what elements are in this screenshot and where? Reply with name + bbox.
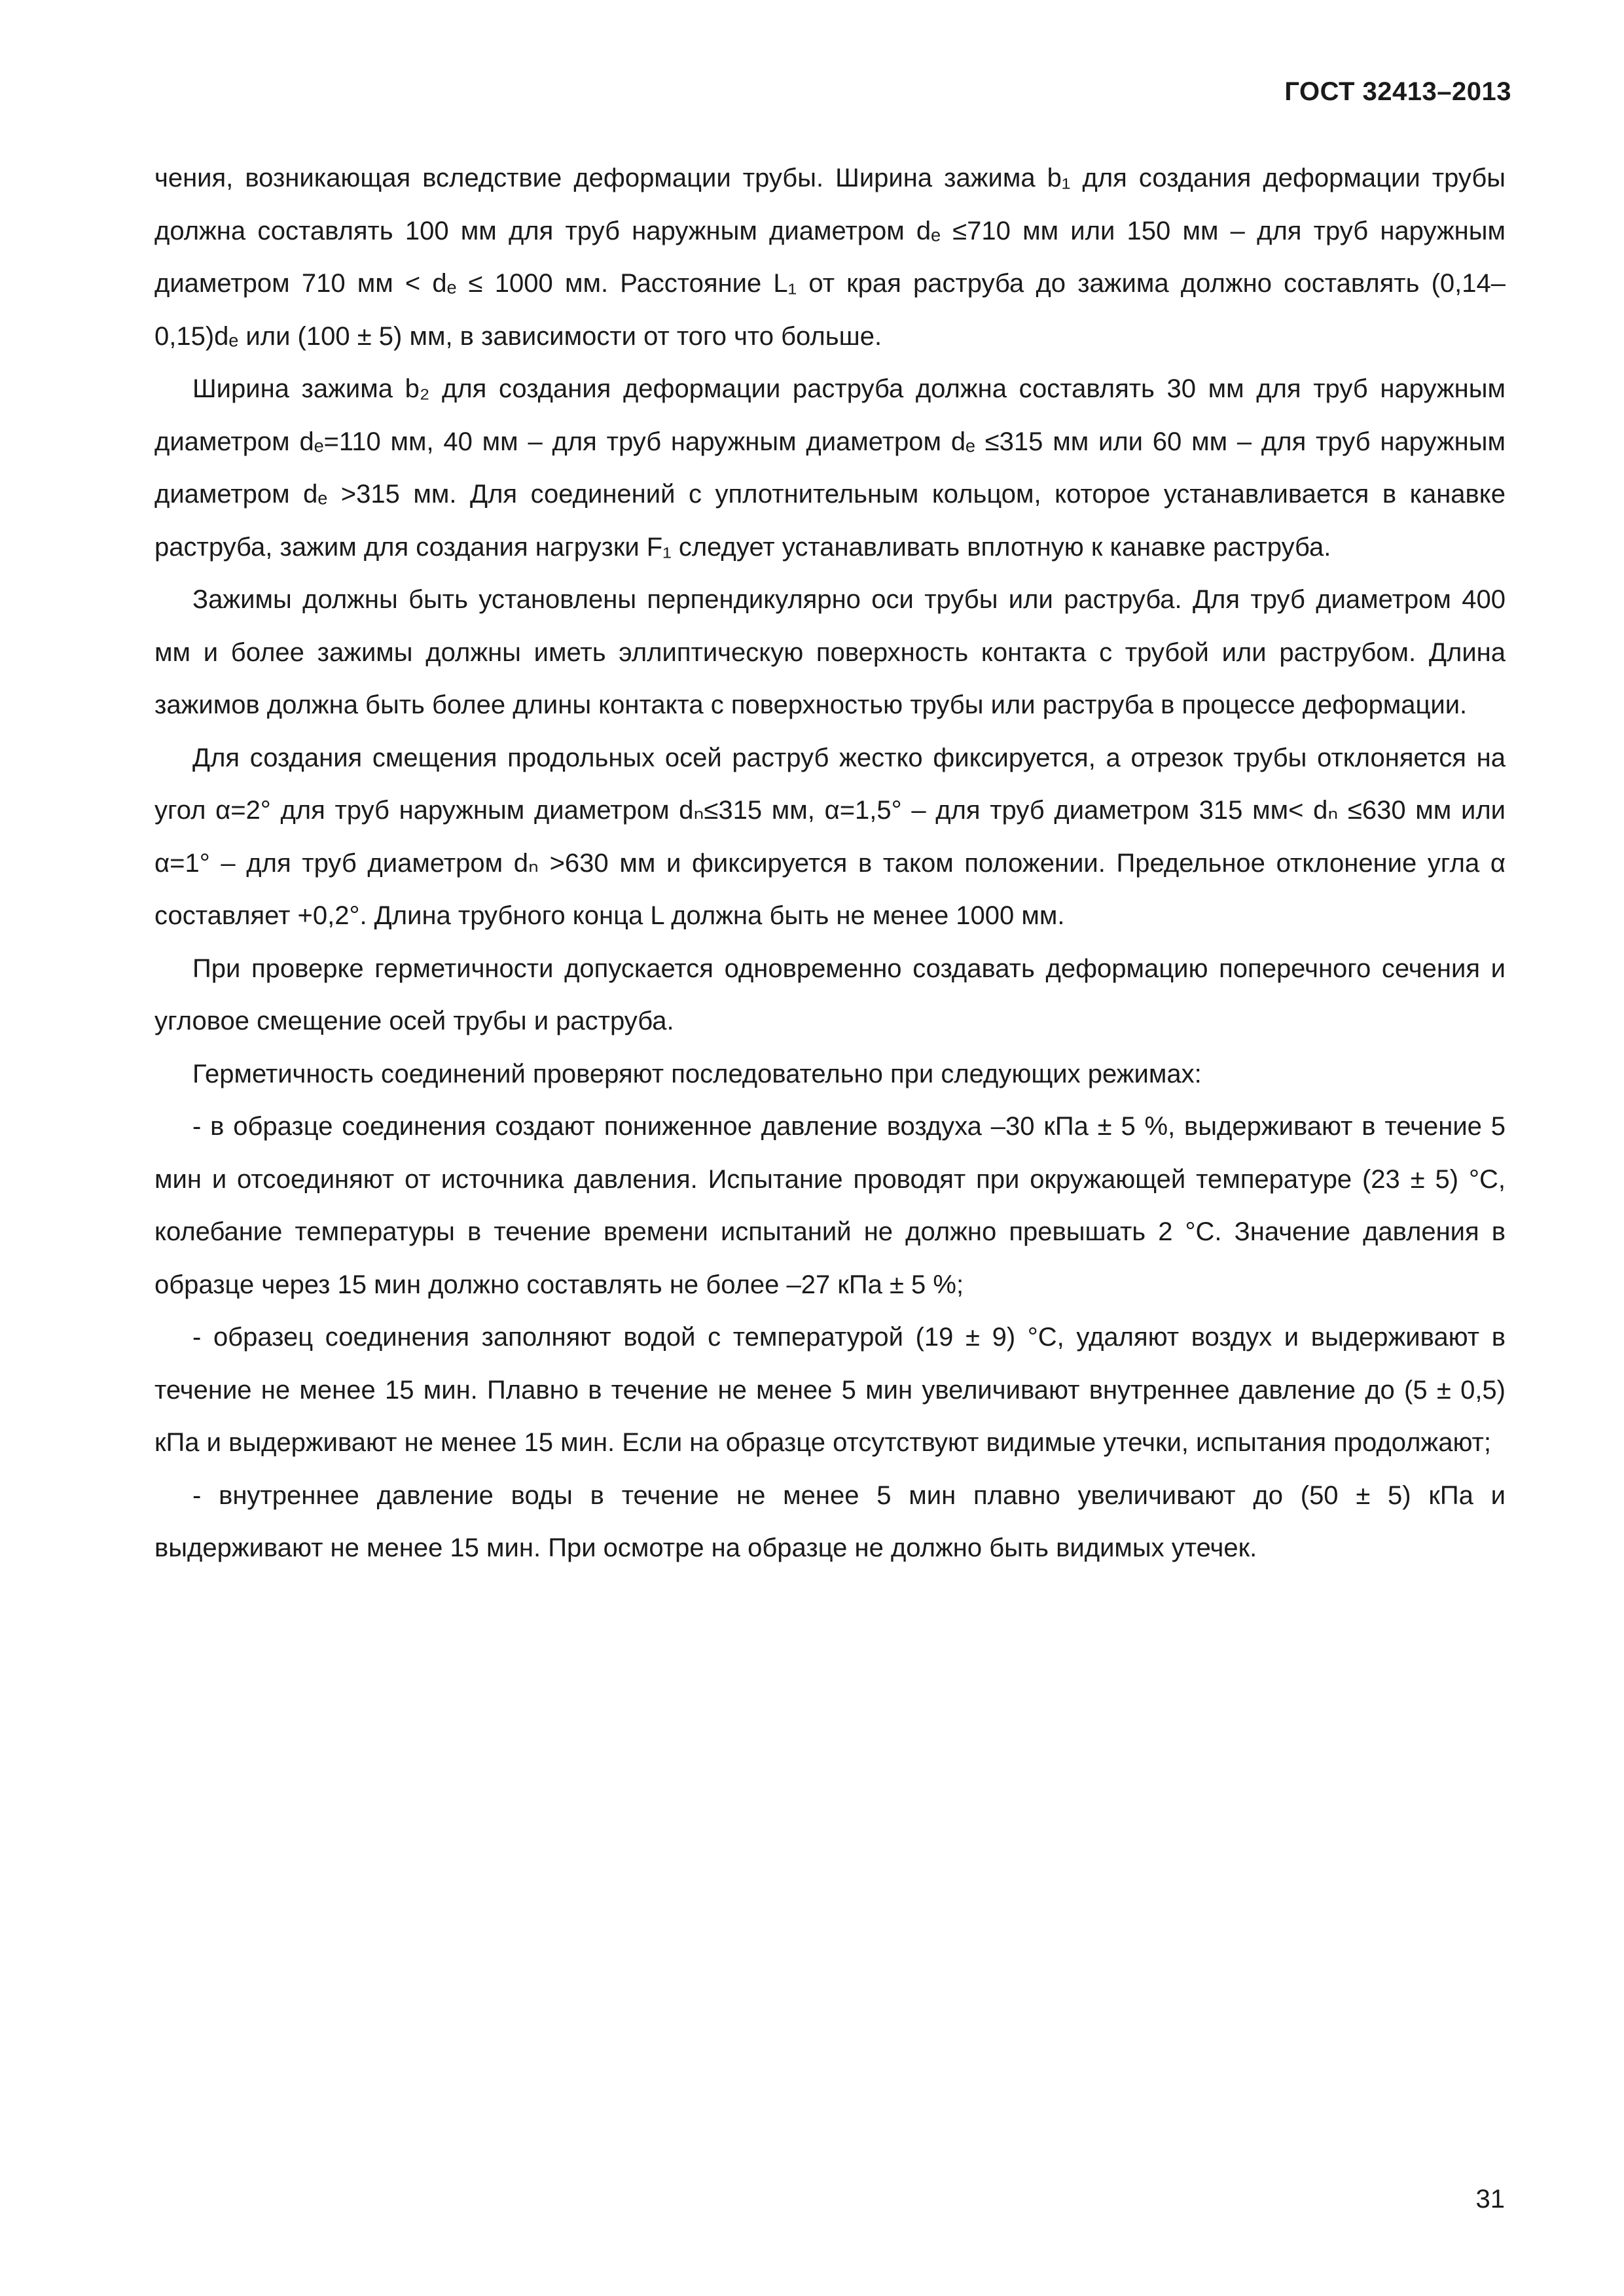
list-item-pressure-test: - внутреннее давление воды в течение не менее 5 мин плавно увеличивают до (50 ± 5) кПа и выдерживают не менее 15 мин. При осмотре на образце не должно быть видимых утечек.	[154, 1480, 1506, 1562]
standard-header: ГОСТ 32413–2013	[1284, 77, 1511, 106]
paragraph-tightness-check: При проверке герметичности допускается одновременно создавать деформацию поперечного сечения и угловое смещение осей трубы и раструба.	[154, 954, 1506, 1035]
body-text	[154, 152, 1506, 1575]
paragraph-continuation: чения, возникающая вследствие деформации трубы. Ширина зажима b₁ для создания деформации трубы должна составлять 100 мм для труб наружным диаметром dₑ ≤710 мм или 150 мм – для труб наружным диаметром 710 мм < dₑ ≤ 1000 мм. Расстояние L₁ от края раструба до зажима должно составлять (0,14–0,15)dₑ или (100 ± 5) мм, в зависимости от того что больше.	[154, 164, 1506, 351]
paragraph-test-modes-intro: Герметичность соединений проверяют последовательно при следующих режимах:	[192, 1059, 1202, 1088]
paragraph-axis-displacement: Для создания смещения продольных осей раструб жестко фиксируется, а отрезок трубы отклоняется на угол α=2° для труб наружным диаметром dₙ≤315 мм, α=1,5° – для труб диаметром 315 мм< dₙ ≤630 мм или α=1° – для труб диаметром dₙ >630 мм и фиксируется в таком положении. Предельное отклонение угла α составляет +0,2°. Длина трубного конца L должна быть не менее 1000 мм.	[154, 743, 1506, 930]
paragraph-clamp-mounting: Зажимы должны быть установлены перпендикулярно оси трубы или раструба. Для труб диаметром 400 мм и более зажимы должны иметь эллиптическую поверхность контакта с трубой или раструбом. Длина зажимов должна быть более длины контакта с поверхностью трубы или раструба в процессе деформации.	[154, 585, 1506, 719]
list-item-water-fill-test: - образец соединения заполняют водой с температурой (19 ± 9) °С, удаляют воздух и выдерживают в течение не менее 15 мин. Плавно в течение не менее 5 мин увеличивают внутреннее давление до (5 ± 0,5) кПа и выдерживают не менее 15 мин. Если на образце отсутствуют видимые утечки, испытания продолжают;	[154, 1323, 1506, 1457]
list-item-vacuum-test: - в образце соединения создают пониженное давление воздуха –30 кПа ± 5 %, выдерживают в течение 5 мин и отсоединяют от источника давления. Испытание проводят при окружающей температуре (23 ± 5) °С, колебание температуры в течение времени испытаний не должно превышать 2 °С. Значение давления в образце через 15 мин должно составлять не более –27 кПа ± 5 %;	[154, 1112, 1506, 1299]
paragraph-clamp-width-socket: Ширина зажима b₂ для создания деформации раструба должна составлять 30 мм для труб наружным диаметром dₑ=110 мм, 40 мм – для труб наружным диаметром dₑ ≤315 мм или 60 мм – для труб наружным диаметром dₑ >315 мм. Для соединений с уплотнительным кольцом, которое устанавливается в канавке раструба, зажим для создания нагрузки F₁ следует устанавливать вплотную к канавке раструба.	[154, 374, 1506, 562]
page-number: 31	[1475, 2185, 1505, 2214]
